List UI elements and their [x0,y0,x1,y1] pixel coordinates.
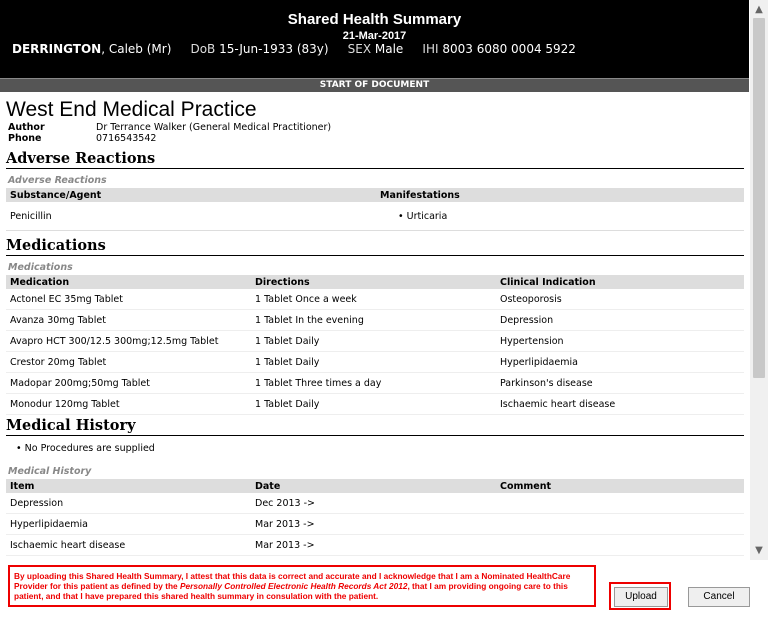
indication-cell: Hyperlipidaemia [496,352,744,373]
manifestation-text: Urticaria [406,210,448,222]
phone-value: 0716543542 [96,133,157,144]
table-row [6,493,744,514]
col-medication: Medication [6,275,251,289]
phone-row [8,133,749,144]
attestation-notice [8,565,596,607]
document-title: Shared Health Summary [287,11,462,28]
medical-history-heading: Medical History [6,417,744,436]
date-cell: Mar 2013 -> [251,514,496,535]
medical-history-subheading: Medical History [8,466,92,477]
medical-history-table [6,479,744,556]
table-row [6,310,744,331]
document-header [0,0,749,78]
directions-cell: 1 Tablet Daily [251,394,496,415]
table-row [6,202,744,231]
table-header-row [6,479,744,493]
table-row [6,352,744,373]
col-comment: Comment [496,479,744,493]
patient-banner [12,42,576,56]
substance-cell: Penicillin [6,202,376,231]
attestation-act: Personally Controlled Electronic Health Records Act 2012 [179,581,408,591]
author-value: Dr Terrance Walker (General Medical Practitioner) [96,122,332,133]
indication-cell: Parkinson's disease [496,373,744,394]
medication-cell: Crestor 20mg Tablet [6,352,251,373]
col-manifestations: Manifestations [376,188,744,202]
scrollbar-thumb[interactable] [753,18,765,378]
document-date: 21-Mar-2017 [342,30,407,42]
medications-subheading: Medications [8,262,73,273]
directions-cell: 1 Tablet Daily [251,352,496,373]
dob-label: DoB [190,42,216,56]
author-label: Author [8,122,45,133]
author-row [8,122,749,133]
chevron-up-icon[interactable]: ▲ [755,4,763,15]
comment-cell [496,535,744,556]
medication-cell: Actonel EC 35mg Tablet [6,289,251,310]
col-directions: Directions [251,275,496,289]
cancel-button[interactable]: Cancel [688,587,750,607]
medication-cell: Avapro HCT 300/12.5 300mg;12.5mg Tablet [6,331,251,352]
attestation-text-1: By uploading this Shared Health Summary, I attest that this data is correct and accurate and I acknowledge that I am a Nominated HealthCare Provider for this patient as defined by the [14,571,571,591]
ihi-value: 8003 6080 0004 5922 [442,42,576,56]
upload-button[interactable]: Upload [614,587,668,607]
adverse-reactions-heading: Adverse Reactions [6,150,744,169]
directions-cell: 1 Tablet Once a week [251,289,496,310]
chevron-down-icon[interactable]: ▼ [755,545,763,556]
col-substance: Substance/Agent [6,188,376,202]
patient-surname: DERRINGTON [12,42,102,56]
table-row [6,373,744,394]
col-item: Item [6,479,251,493]
table-row [6,535,744,556]
start-of-document-bar: START OF DOCUMENT [0,78,749,92]
item-cell: Hyperlipidaemia [6,514,251,535]
medication-cell: Monodur 120mg Tablet [6,394,251,415]
adverse-reactions-subheading: Adverse Reactions [8,175,107,186]
no-procedures-text: No Procedures are supplied [24,443,155,454]
no-procedures-note: • No Procedures are supplied [16,443,155,454]
table-row [6,514,744,535]
indication-cell: Ischaemic heart disease [496,394,744,415]
indication-cell: Hypertension [496,331,744,352]
table-header-row [6,188,744,202]
phone-label: Phone [8,133,42,144]
patient-given-name: , Caleb (Mr) [101,42,172,56]
attestation-text-2: , that I am providing ongoing care to this patient, and that I have prepared this shared health summary in consulation with the patient. [14,581,568,601]
col-date: Date [251,479,496,493]
item-cell: Depression [6,493,251,514]
table-row [6,331,744,352]
medications-table [6,275,744,415]
table-row [6,289,744,310]
table-row [6,394,744,415]
directions-cell: 1 Tablet Three times a day [251,373,496,394]
directions-cell: 1 Tablet In the evening [251,310,496,331]
comment-cell [496,514,744,535]
date-cell: Mar 2013 -> [251,535,496,556]
indication-cell: Depression [496,310,744,331]
sex-label: SEX [347,42,372,56]
comment-cell [496,493,744,514]
practice-name: West End Medical Practice [6,98,257,121]
vertical-scrollbar[interactable] [750,0,768,560]
medications-heading: Medications [6,237,744,256]
col-clinical-indication: Clinical Indication [496,275,744,289]
table-header-row [6,275,744,289]
medication-cell: Madopar 200mg;50mg Tablet [6,373,251,394]
sex-value: Male [374,42,404,56]
manifestation-cell: • Urticaria [376,202,744,231]
date-cell: Dec 2013 -> [251,493,496,514]
ihi-label: IHI [422,42,439,56]
medication-cell: Avanza 30mg Tablet [6,310,251,331]
item-cell: Ischaemic heart disease [6,535,251,556]
directions-cell: 1 Tablet Daily [251,331,496,352]
adverse-reactions-table [6,188,744,231]
indication-cell: Osteoporosis [496,289,744,310]
dob-value: 15-Jun-1933 (83y) [219,42,329,56]
